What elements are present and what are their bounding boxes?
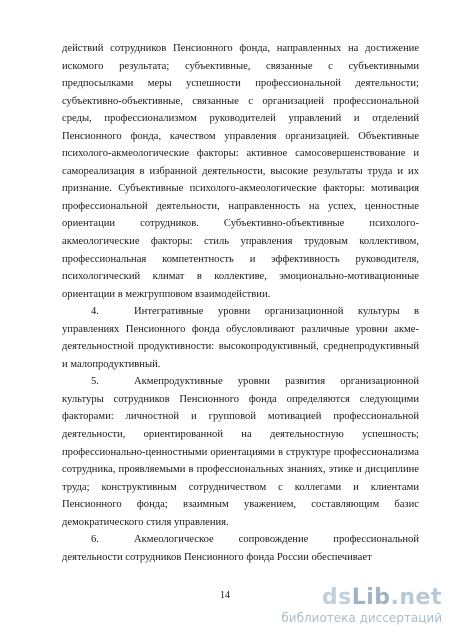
paragraph-text: Акмеологическое сопровождение профессиональной деятельности сотрудников Пенсионного фонда России обеспечивает: [62, 534, 419, 563]
watermark-logo: dsLib.net: [321, 585, 442, 610]
list-item-6: [62, 531, 419, 566]
list-item-4: [62, 303, 419, 373]
paragraph-text: Акмепродуктивные уровни развития организационной культуры сотрудников Пенсионного фонда определяются следующими факторами: личностной и групповой мотивацией профессиональной деятельности, ориентированной на деятельностную успешность; профессионально-ценностными ориентациями в структуре профессионализма сотрудника, проявляемыми в профессиональных знаниях, этике и дисциплине труда; конструктивным сотрудничеством с коллегами и клиентами Пенсионного фонда; взаимным уважением, составляющим базис демократического стиля управления.: [62, 376, 419, 528]
list-item-5: [62, 373, 419, 531]
list-item-number: 5.: [91, 376, 99, 388]
list-item-number: 6.: [91, 534, 99, 546]
body-text: [62, 40, 419, 566]
paragraph-continuation: [62, 40, 419, 303]
list-item-number: 4.: [91, 306, 99, 318]
watermark-caption: библиотека диссертаций: [281, 611, 442, 625]
site-watermark: [281, 586, 442, 625]
paragraph-text: Интегративные уровни организационной культуры в управлениях Пенсионного фонда обусловливают различные уровни акме-деятельностной продуктивности: высокопродуктивный, среднепродуктивный и малопродуктивный.: [62, 306, 419, 370]
paragraph-text: действий сотрудников Пенсионного фонда, направленных на достижение искомого результата; субъективные, связанные с субъективными предпосылками меры успешности профессиональной деятельности; субъективно-объективные, связанные с организацией профессиональной среды, профессионализмом руководителей управлений и отделений Пенсионного фонда, качеством управления организацией. Объективные психолого-акмеологические факторы: активное самосовершенствование и самореализация в избранной деятельности, высокие результаты труда и их признание. Субъективные психолого-акмеологические факторы: мотивация профессиональной деятельности, направленность на успех, ценностные ориентации сотрудников. Субъективно-объективные психолого-акмеологические факторы: стиль управления трудовым коллективом, профессиональная компетентность и эффективность руководителя, психологический климат в коллективе, эмоционально-мотивационные ориентации в межгрупповом взаимодействии.: [62, 43, 419, 300]
page-number: 14: [220, 590, 230, 601]
